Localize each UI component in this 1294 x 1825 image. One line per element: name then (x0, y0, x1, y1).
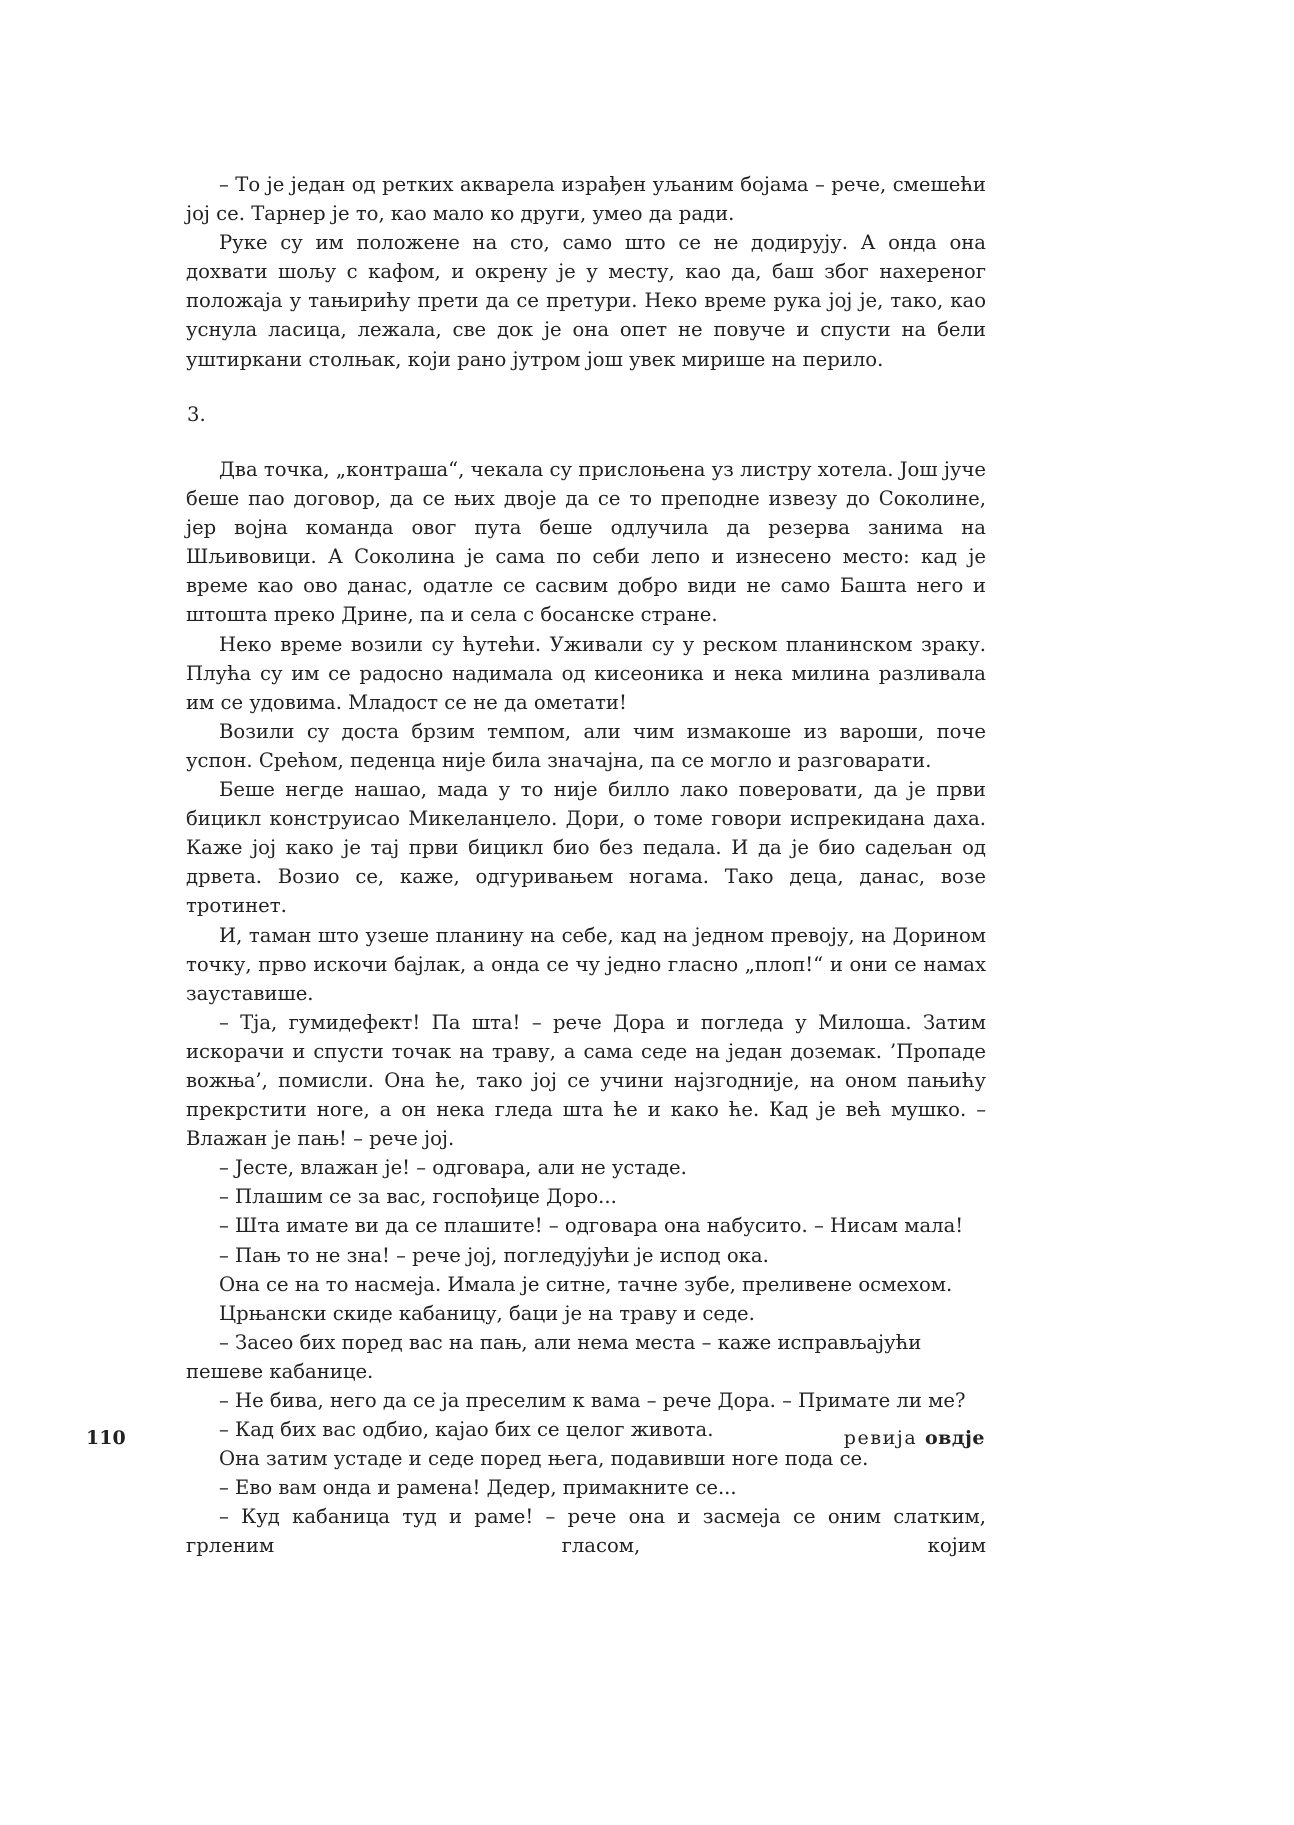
dialogue-line: – Ево вам онда и рамена! Дедер, примакните се... (219, 1476, 737, 1500)
dialogue-line: – Не бива, него да се ја преселим к вама – рече Дора. – Примате ли ме? (219, 1389, 966, 1412)
paragraph: Два точка, „контраша“, чекала су прислоњена уз листру хотела. Још јуче беше пао договор, да се њих двоје да се то преподне извезу до Соколине, јер војна команда овог пута беше одлучила да резерва занима на Шљивовици. А Соколина је сама по себи лепо и изнесено место: кад је време као ово данас, одатле се сасвим добро види не само Башта него и штошта преко Дрине, па и села с босанске стране. (186, 458, 986, 627)
section-number: 3. (187, 403, 206, 426)
page-number: 110 (86, 1427, 126, 1449)
running-footer (844, 1426, 985, 1450)
paragraph: – Тја, гумидефект! Па шта! – рече Дора и погледа у Милоша. Затим искорачи и спусти точак на траву, а сама седе на један доземак. ’Пропаде вожња’, помисли. Она ће, тако јој се учини најзгодније, на оном пањићу прекрстити ноге, а он нека гледа шта ће и како ће. Кад је већ мушко. – Влажан је пањ! – рече јој. (186, 1010, 986, 1151)
journal-name: овдје (924, 1427, 985, 1449)
dialogue-line: – Пањ то не зна! – рече јој, погледујући је испод ока. (219, 1243, 769, 1267)
dialogue-line: – Куд кабаница туд и раме! – рече она и засмеја се оним слатким, грленим гласом, којим (186, 1505, 986, 1558)
dialogue-line: Она се на то насмеја. Имала је ситне, тачне зубе, преливене осмехом. (219, 1272, 953, 1296)
dialogue-line: Она затим устаде и седе поред њега, подавивши ноге пода се. (219, 1447, 869, 1471)
text-block-top (186, 170, 986, 374)
paragraph: – То је један од ретких акварела израђен уљаним бојама – рече, смешећи јој се. Тарнер је то, као мало ко други, умео да ради. (186, 173, 986, 226)
text-block-main (186, 455, 986, 1561)
paragraph: Беше негде нашао, мада у то није билло лако поверовати, да је први бицикл конструисао Микеланџело. Дори, о томе говори испрекидана даха. Каже јој како је тај први бицикл био без педала. И да је био садељан од дрвета. Возио се, каже, одгуривањем ногама. Тако деца, данас, возе тротинет. (186, 778, 986, 918)
paragraph: Возили су доста брзим темпом, али чим измакоше из вароши, поче успон. Срећом, педенца није била значајна, па се могло и разговарати. (186, 719, 986, 772)
dialogue-line: – Шта имате ви да се плашите! – одговара она набусито. – Нисам мала! (219, 1214, 964, 1238)
dialogue-line: – Плашим се за вас, госпођице Доро... (219, 1185, 617, 1209)
paragraph: Неко време возили су ћутећи. Уживали су у реском планинском зраку. Плућа су им се радосно надимала од кисеоника и нека милина разливала им се удовима. Младост се не да ометати! (186, 632, 986, 714)
paragraph: И, таман што узеше планину на себе, кад на једном превоју, на Дорином точку, прво искочи бајлак, а онда се чу једно гласно „плоп!“ и они се намах зауставише. (186, 923, 986, 1005)
journal-prefix: ревија (843, 1427, 918, 1449)
dialogue-line: – Јесте, влажан је! – одговара, али не устаде. (219, 1156, 687, 1180)
dialogue-line: – Кад бих вас одбио, кајао бих се целог живота. (219, 1418, 714, 1442)
dialogue-line: – Засео бих поред вас на пањ, али нема места – каже исправљајући пешеве кабанице. (186, 1330, 922, 1383)
dialogue-line: Црњански скиде кабаницу, баци је на траву и седе. (219, 1301, 755, 1325)
paragraph: Руке су им положене на сто, само што се не додирују. А онда она дохвати шољу с кафом, и окрену је у месту, као да, баш због нахереног положаја у тањирићу прети да се претури. Неко време рука јој је, тако, као уснула ласица, лежала, све док је она опет не повуче и спусти на бели уштиркани столњак, који рано јутром још увек мирише на перило. (186, 231, 986, 371)
